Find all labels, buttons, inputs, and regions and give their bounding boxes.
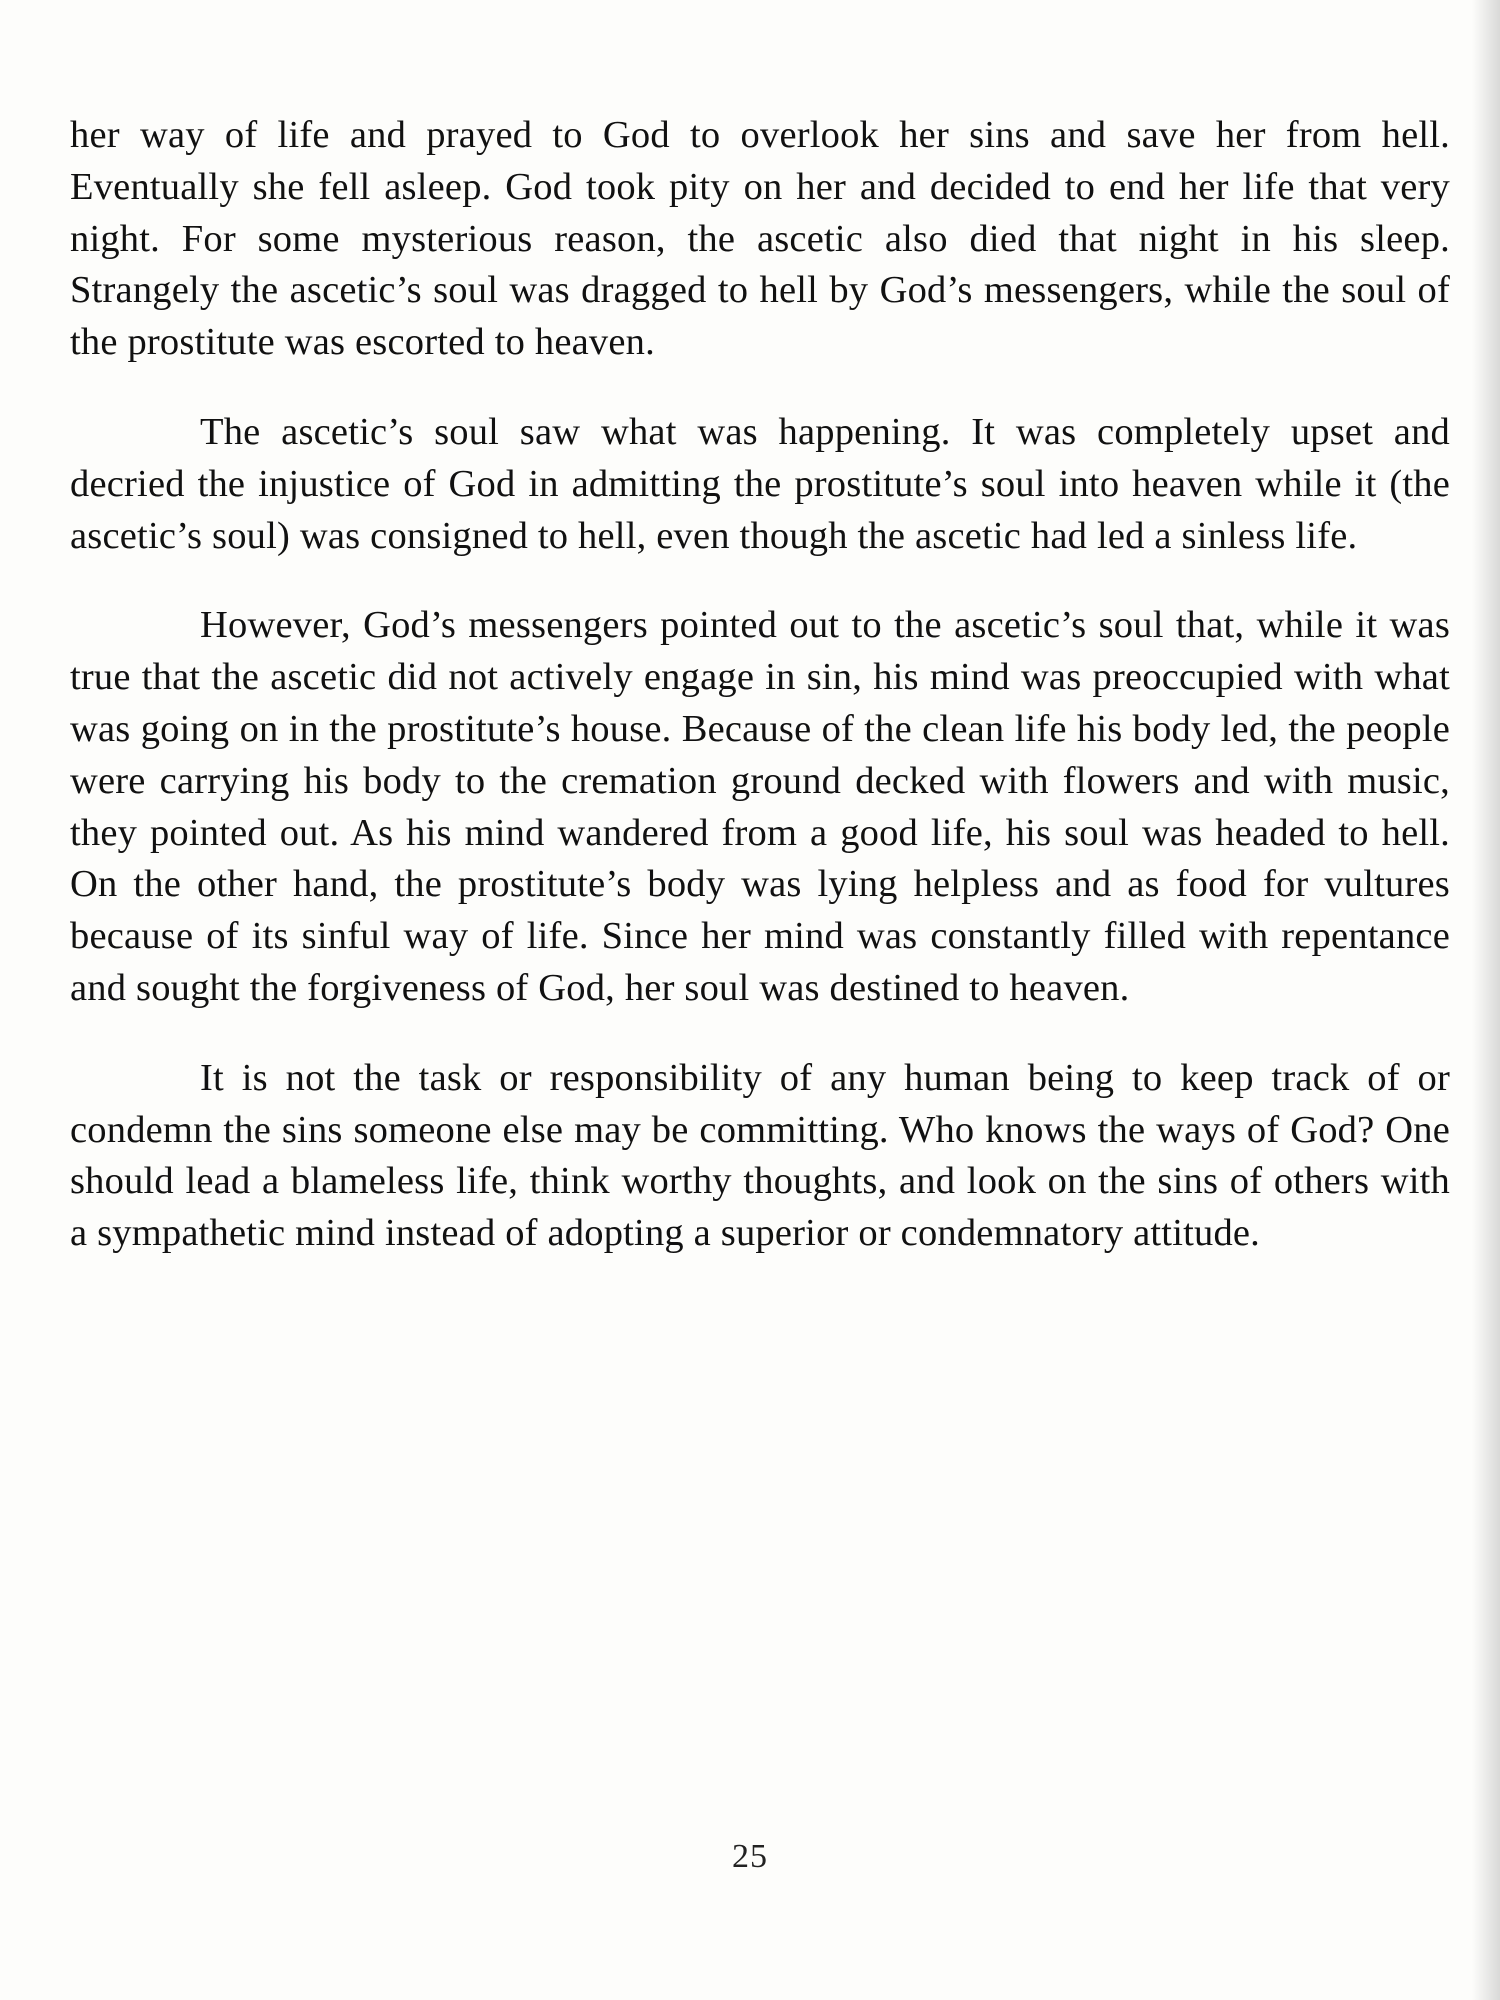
page-number: 25	[732, 1838, 768, 1875]
paragraph-continuation: her way of life and prayed to God to overlook her sins and save her from hell. Eventually she fell asleep. God took pity on her and decided to end her life that very night. For some mysterious reason, the ascetic also died that night in his sleep. Strangely the ascetic’s soul was dragged to hell by God’s messengers, while the soul of the prostitute was escorted to heaven.	[70, 114, 1450, 364]
page-edge-shadow	[1472, 0, 1500, 2000]
body-text	[70, 110, 1450, 1298]
paragraph-moral: It is not the task or responsibility of any human being to keep track of or condemn the sins someone else may be committing. Who knows the ways of God? One should lead a blameless life, think worthy thoughts, and look on the sins of others with a sympathetic mind instead of adopting a superior or condemnatory attitude.	[70, 1056, 1450, 1255]
paragraph-messengers-explain: However, God’s messengers pointed out to the ascetic’s soul that, while it was true that the ascetic did not actively engage in sin, his mind was preoccupied with what was going on in the prostitute’s house. Because of the clean life his body led, the people were carrying his body to the cremation ground decked with flowers and with music, they pointed out. As his mind wandered from a good life, his soul was headed to hell. On the other hand, the prostitute’s body was lying helpless and as food for vultures because of its sinful way of life. Since her mind was constantly filled with repentance and sought the forgiveness of God, her soul was destined to heaven.	[70, 604, 1450, 1009]
paragraph-ascetic-soul-upset: The ascetic’s soul saw what was happening. It was completely upset and decried the injustice of God in admitting the prostitute’s soul into heaven while it (the ascetic’s soul) was consigned to hell, even though the ascetic had led a sinless life.	[70, 410, 1450, 557]
